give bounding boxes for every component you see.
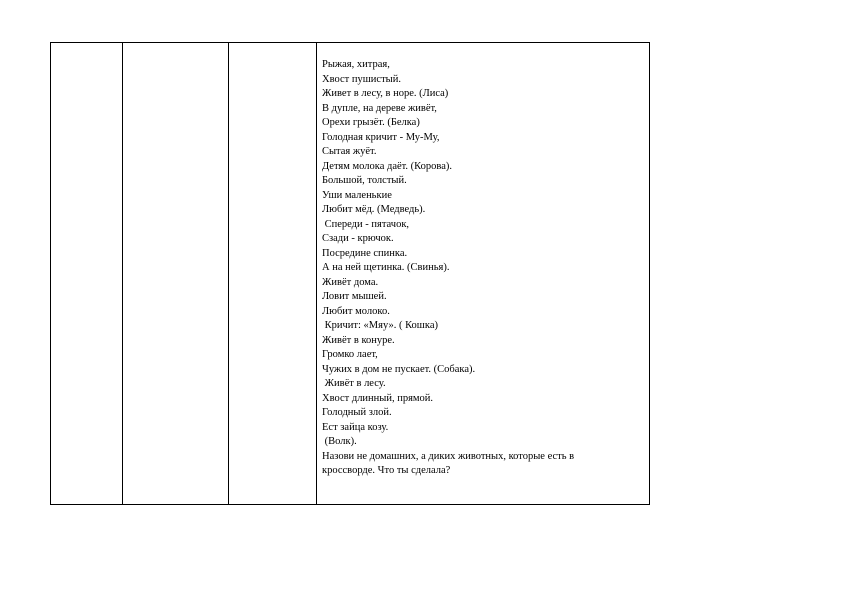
text-line: Уши маленькие	[322, 189, 392, 201]
text-line: Спереди - пятачок,	[322, 218, 410, 230]
text-line: Детям молока даёт. (Корова).	[322, 160, 453, 172]
text-line: Ловит мышей.	[322, 291, 387, 302]
table-cell-3	[229, 43, 317, 504]
table-cell-riddles	[317, 43, 649, 504]
text-line: Сытая жуёт.	[322, 146, 377, 157]
text-line: Хвост длинный, прямой.	[322, 392, 434, 404]
text-line: Живет в лесу, в норе. (Лиса)	[322, 88, 449, 99]
text-line: Громко лает,	[322, 349, 378, 360]
text-line: Ест зайца козу.	[322, 421, 389, 433]
text-line: Живёт в конуре.	[322, 334, 395, 346]
table-cell-2	[123, 43, 229, 504]
text-line: Любит мёд. (Медведь).	[322, 204, 426, 215]
text-line: Орехи грызёт. (Белка)	[322, 117, 420, 128]
text-line: Любит молоко.	[322, 305, 390, 317]
text-line: Живёт в лесу.	[322, 378, 386, 389]
riddles-text	[322, 58, 619, 479]
text-line: Посредине спинка.	[322, 247, 408, 259]
text-line: (Волк).	[322, 436, 357, 447]
text-line: Живёт дома.	[322, 276, 379, 288]
text-line: Хвост пушистый.	[322, 73, 401, 85]
text-line: Назови не домашних, а диких животных, которые есть в	[322, 450, 575, 462]
text-line: А на ней щетинка. (Свинья).	[322, 262, 450, 273]
text-line: Голодный злой.	[322, 407, 392, 418]
lesson-table	[50, 42, 650, 505]
text-line: Чужих в дом не пускает. (Собака).	[322, 363, 476, 375]
text-line: Голодная кричит - Му-Му,	[322, 131, 440, 143]
text-line: кроссворде. Что ты сделала?	[322, 465, 451, 476]
text-line: В дупле, на дереве живёт,	[322, 102, 437, 114]
text-line: Большой, толстый.	[322, 175, 407, 186]
text-line: Рыжая, хитрая,	[322, 59, 390, 70]
text-line: Кричит: «Мяу». ( Кошка)	[322, 320, 438, 331]
table-cell-1	[51, 43, 123, 504]
text-line: Сзади - крючок.	[322, 233, 394, 244]
